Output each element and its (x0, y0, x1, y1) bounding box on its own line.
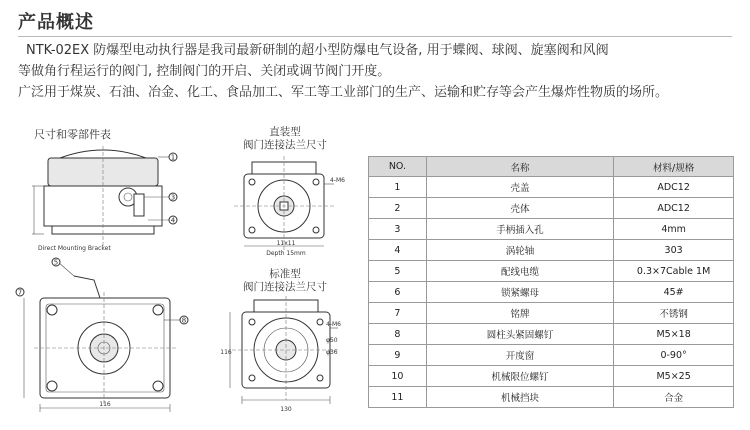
cell-spec: 0-90° (614, 345, 734, 366)
callout-1: 1 (170, 153, 176, 162)
dim-height: 116 (220, 349, 232, 356)
header-no: NO. (369, 157, 427, 177)
cell-spec: ADC12 (614, 177, 734, 198)
header-name: 名称 (426, 157, 613, 177)
section-title: 产品概述 (18, 12, 94, 33)
cell-no: 9 (369, 345, 427, 366)
dim-small: 11x11 (276, 240, 296, 247)
callout-5: 5 (53, 258, 59, 267)
top-view-drawing (14, 258, 194, 426)
bracket-label: Direct Mounting Bracket (38, 245, 111, 252)
cell-spec: 4mm (614, 219, 734, 240)
callout-8: 8 (181, 316, 187, 325)
dim-d50: φ50 (326, 337, 338, 344)
cell-name: 圆柱头紧固螺钉 (426, 324, 613, 345)
table-row (369, 282, 734, 303)
direct-caption-2: 阀门连接法兰尺寸 (243, 139, 327, 151)
table-header-row (369, 157, 734, 177)
dim-side-standard: 4-M6 (326, 321, 341, 328)
header-spec: 材料/规格 (614, 157, 734, 177)
cell-name: 开度窗 (426, 345, 613, 366)
intro-line-1 (18, 40, 748, 61)
standard-caption-1: 标准型 (269, 268, 301, 280)
direct-flange-drawing (226, 154, 346, 258)
side-view-drawing (30, 140, 190, 260)
callout-4: 4 (170, 216, 176, 225)
table-row (369, 324, 734, 345)
cell-no: 7 (369, 303, 427, 324)
cell-no: 3 (369, 219, 427, 240)
cell-no: 5 (369, 261, 427, 282)
cell-no: 2 (369, 198, 427, 219)
cell-no: 8 (369, 324, 427, 345)
dim-side-direct: 4-M6 (330, 177, 345, 184)
standard-flange-drawing (222, 296, 352, 428)
cell-no: 10 (369, 366, 427, 387)
cell-spec: 不锈钢 (614, 303, 734, 324)
cell-name: 铭牌 (426, 303, 613, 324)
callout-7: 7 (17, 288, 23, 297)
table-row (369, 345, 734, 366)
cell-name: 壳盖 (426, 177, 613, 198)
cell-name: 锁紧螺母 (426, 282, 613, 303)
depth-label: Depth 15mm (266, 250, 306, 257)
intro-line-3: 广泛用于煤炭、石油、冶金、化工、食品加工、军工等工业部门的生产、运输和贮存等会产生爆炸性物质的场所。 (18, 85, 669, 100)
cell-name: 手柄插入孔 (426, 219, 613, 240)
table-row (369, 219, 734, 240)
cell-name: 壳体 (426, 198, 613, 219)
dim-d36: φ36 (326, 349, 338, 356)
intro-line-1-text: NTK-02EX 防爆型电动执行器是我司最新研制的超小型防爆电气设备, 用于蝶阀、球阀、旋塞阀和风阀 (26, 43, 609, 58)
dim-bottom: 116 (99, 401, 111, 408)
main-figure-caption: 尺寸和零部件表 (34, 128, 111, 141)
cell-spec: 45# (614, 282, 734, 303)
cell-spec: 0.3×7Cable 1M (614, 261, 734, 282)
cell-spec: M5×25 (614, 366, 734, 387)
table-row (369, 303, 734, 324)
callout-3: 3 (170, 193, 176, 202)
direct-caption-1: 直装型 (269, 126, 301, 138)
table-row (369, 198, 734, 219)
table-row (369, 387, 734, 408)
title-divider (18, 36, 732, 37)
cell-name: 配线电缆 (426, 261, 613, 282)
cell-no: 6 (369, 282, 427, 303)
cell-name: 机械限位螺钉 (426, 366, 613, 387)
cell-no: 1 (369, 177, 427, 198)
cell-spec: 合金 (614, 387, 734, 408)
standard-caption-2: 阀门连接法兰尺寸 (243, 281, 327, 293)
cell-name: 涡轮轴 (426, 240, 613, 261)
cell-spec: M5×18 (614, 324, 734, 345)
table-row (369, 261, 734, 282)
cell-spec: 303 (614, 240, 734, 261)
cell-no: 11 (369, 387, 427, 408)
dim-width: 130 (280, 406, 292, 413)
table-row (369, 240, 734, 261)
cell-spec: ADC12 (614, 198, 734, 219)
table-row (369, 177, 734, 198)
cell-name: 机械挡块 (426, 387, 613, 408)
cell-no: 4 (369, 240, 427, 261)
table-row (369, 366, 734, 387)
intro-line-2: 等做角行程运行的阀门, 控制阀门的开启、关闭或调节阀门开度。 (18, 64, 391, 79)
parts-table (368, 156, 734, 408)
